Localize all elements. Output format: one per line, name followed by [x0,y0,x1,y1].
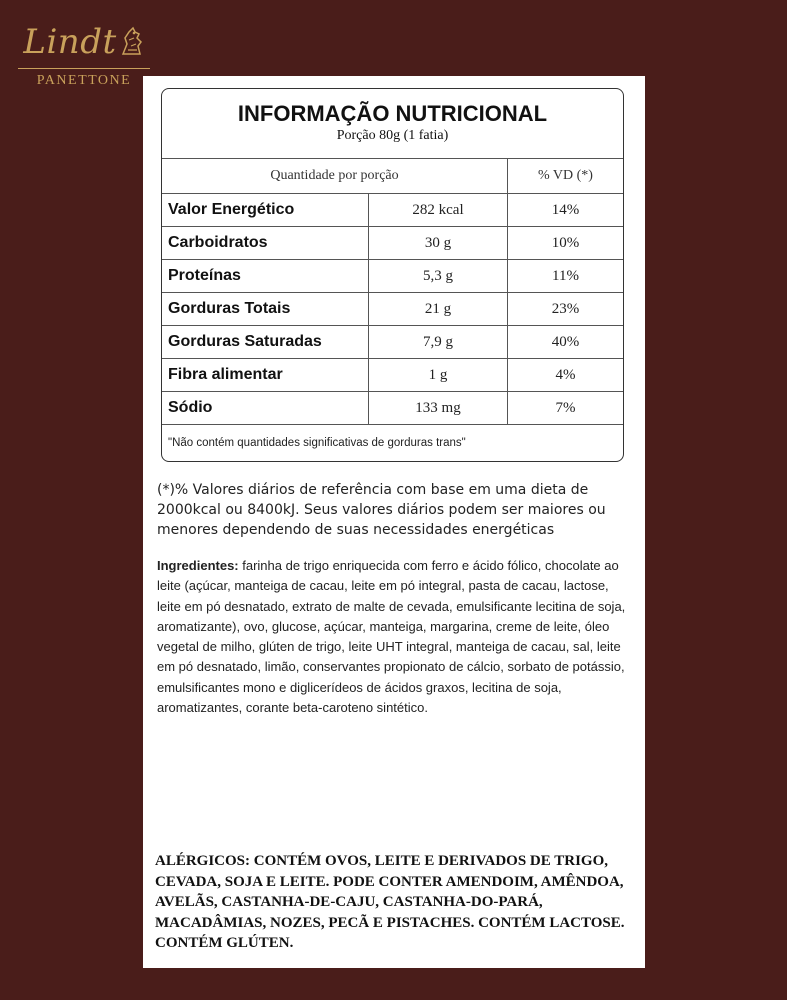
nutrient-name: Sódio [162,392,369,425]
table-row [162,194,623,227]
nutrition-facts-box [161,88,624,462]
portion-size: Porção 80g (1 fatia) [336,128,449,143]
nutrient-vd: 23% [508,293,624,326]
nutrient-name: Proteínas [162,260,369,293]
quantity-header: Quantidade por porção [162,159,508,194]
ingredients-text: farinha de trigo enriquecida com ferro e ácido fólico, chocolate ao leite (açúcar, manteiga de cacau, leite em pó integral, pasta de cacau, lactose, leite em pó desnatado, extrato de malte de cevada, emulsificante lecitina de soja, aromatizante), ovo, glucose, açúcar, manteiga, margarina, creme de leite, óleo vegetal de milho, glúten de trigo, leite UHT integral, manteiga de cacau, sal, leite em pó desnatado, limão, conservantes propionato de cálcio, sorbato de potássio, emulsificantes mono e diglicerídeos de ácidos graxos, lecitina de soja, aromatizantes, corante beta-caroteno sintético. [157,558,626,716]
nutrient-amount: 133 mg [369,392,508,425]
nutrient-vd: 40% [508,326,624,359]
nutrient-vd: 7% [508,392,624,425]
allergens-statement: ALÉRGICOS: CONTÉM OVOS, LEITE E DERIVADOS DE TRIGO, CEVADA, SOJA E LEITE. PODE CONTER AMENDOIM, AMÊNDOA, AVELÃS, CASTANHA-DE-CAJU, CASTANHA-DO-PARÁ, MACADÂMIAS, NOZES, PECÃ E PISTACHES. CONTÉM LACTOSE. CONTÉM GLÚTEN. [155,853,625,951]
nutrient-amount: 282 kcal [369,194,508,227]
table-header-row [162,159,623,194]
nutrition-title: INFORMAÇÃO NUTRICIONAL [237,101,548,126]
nutrient-name: Carboidratos [162,227,369,260]
table-row [162,326,623,359]
product-line: PANETTONE [36,73,132,88]
trans-fat-note-row [162,425,623,462]
table-row [162,293,623,326]
nutrient-name: Gorduras Saturadas [162,326,369,359]
table-row [162,227,623,260]
brand-logo [18,22,150,89]
nutrient-vd: 10% [508,227,624,260]
table-row [162,392,623,425]
ingredients-label: Ingredientes: [157,558,239,573]
nutrient-amount: 30 g [369,227,508,260]
nutrient-name: Fibra alimentar [162,359,369,392]
brand-name: Lindt [23,22,117,62]
ingredients-section [157,556,627,718]
table-row [162,359,623,392]
nutrition-table [162,158,623,461]
trans-fat-note: "Não contém quantidades significativas de gorduras trans" [162,425,623,462]
nutrient-name: Valor Energético [162,194,369,227]
nutrient-amount: 7,9 g [369,326,508,359]
vd-header: % VD (*) [508,159,624,194]
nutrient-vd: 11% [508,260,624,293]
nutrient-vd: 4% [508,359,624,392]
table-row [162,260,623,293]
nutrient-name: Gorduras Totais [162,293,369,326]
daily-values-footnote: (*)% Valores diários de referência com base em uma dieta de 2000kcal ou 8400kJ. Seus valores diários podem ser maiores ou menores dependendo de suas necessidades energéticas [157,482,606,538]
nutrient-amount: 21 g [369,293,508,326]
nutrient-vd: 14% [508,194,624,227]
nutrient-amount: 1 g [369,359,508,392]
lion-crest-icon [119,26,145,61]
logo-divider [18,68,150,69]
label-panel [143,76,645,968]
nutrient-amount: 5,3 g [369,260,508,293]
